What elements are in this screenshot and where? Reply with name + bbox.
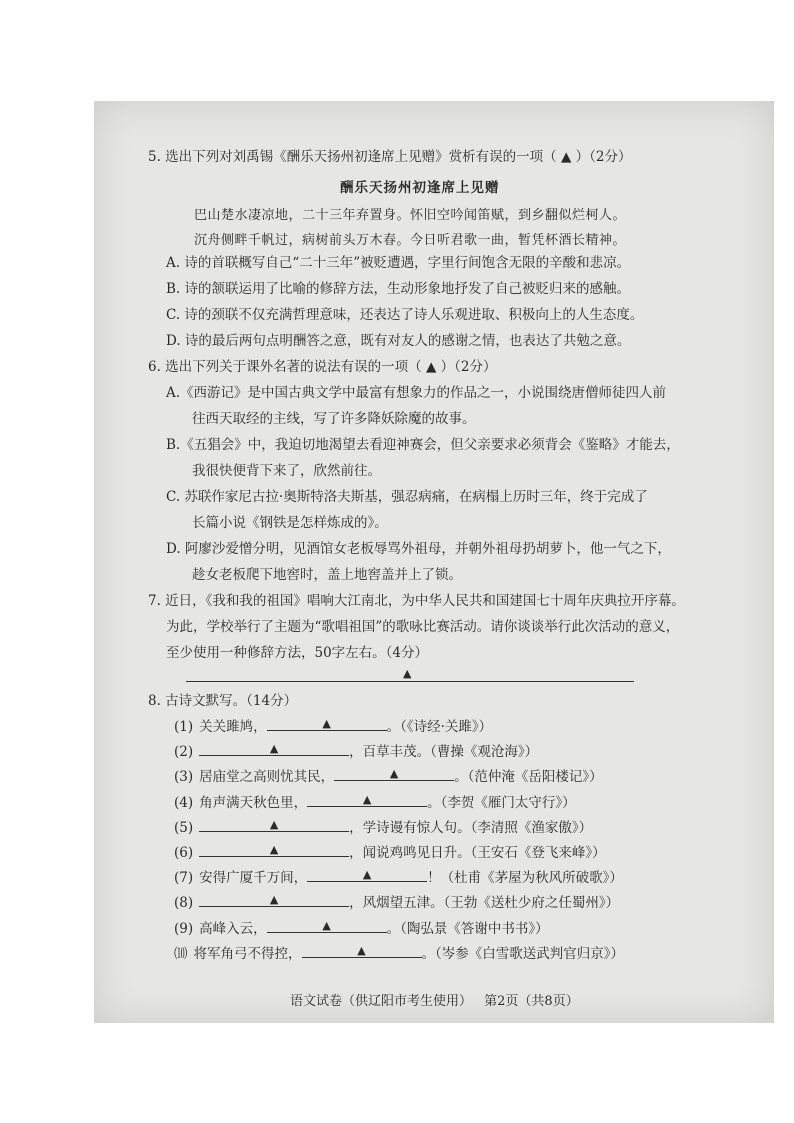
q8-item-number: ⑽ <box>174 945 188 962</box>
q7-line-2: 为此，学校举行了主题为“歌唱祖国”的歌咏比赛活动。请你谈谈举行此次活动的意义， <box>166 619 680 635</box>
q8-blank-marker: ▲ <box>362 792 372 806</box>
q8-item <box>174 894 619 912</box>
q8-item <box>174 844 606 862</box>
q5-option-d: D. 诗的最后两句点明酬答之意，既有对友人的感谢之情，也表达了共勉之意。 <box>166 333 631 349</box>
q6-option-c-line1: C. 苏联作家尼古拉·奥斯特洛夫斯基，强忍病痛，在病榻上历时三年，终于完成了 <box>166 489 648 505</box>
q8-item-prompt: 关关雎鸠， <box>199 719 267 735</box>
q8-item <box>174 920 549 938</box>
q8-item-source: 。（李贺《雁门太守行》） <box>427 794 576 811</box>
q6-option-a-line1: A.《西游记》是中国古典文学中最富有想象力的作品之一，小说围绕唐僧师徒四人前 <box>166 385 667 401</box>
q6-option-b-line1: B.《五猖会》中，我迫切地渴望去看迎神赛会，但父亲要求必须背会《鉴略》才能去， <box>166 437 680 453</box>
q6-stem: 6. 选出下列关于课外名著的说法有误的一项（ ▲ ）（2分） <box>148 359 497 375</box>
q8-answer-blank[interactable] <box>199 894 349 907</box>
q5-poem-line-1: 巴山楚水凄凉地，二十三年弃置身。怀旧空吟闻笛赋，到乡翻似烂柯人。 <box>194 208 627 223</box>
q8-item <box>174 768 603 786</box>
q8-item-source: 。（陶弘景《答谢中书书》） <box>386 920 549 937</box>
q8-item <box>174 869 623 887</box>
q8-item-source: ！（杜甫《茅屋为秋风所破歌》） <box>427 870 623 887</box>
q5-option-c: C. 诗的颈联不仅充满哲理意味，还表达了诗人乐观进取、积极向上的人生态度。 <box>166 307 644 323</box>
q7-line-3: 至少使用一种修辞方法，50字左右。（4分） <box>166 645 429 661</box>
q8-blank-marker: ▲ <box>269 742 279 756</box>
q8-answer-blank[interactable] <box>199 743 349 756</box>
q8-blank-marker: ▲ <box>362 868 372 882</box>
q8-item-source: ，百草丰茂。（曹操《观沧海》） <box>349 744 539 761</box>
q8-item <box>174 743 538 761</box>
q7-answer-marker: ▲ <box>403 667 412 680</box>
q6-option-d-line2: 趁女老板爬下地窖时，盖上地窖盖并上了锁。 <box>192 567 462 583</box>
q8-answer-blank[interactable] <box>334 768 454 781</box>
q5-option-a: A. 诗的首联概写自己“二十三年”被贬遭遇，字里行间饱含无限的辛酸和悲凉。 <box>166 255 631 271</box>
q8-answer-blank[interactable] <box>199 844 349 857</box>
q7-line-1: 7. 近日，《我和我的祖国》唱响大江南北，为中华人民共和国建国七十周年庆典拉开序幕。 <box>148 593 685 609</box>
q8-answer-blank[interactable] <box>267 920 387 933</box>
q8-item-number: (1) <box>174 719 194 735</box>
q8-blank-marker: ▲ <box>357 943 366 957</box>
q8-blank-marker: ▲ <box>269 843 279 856</box>
q8-item-source: 。（范仲淹《岳阳楼记》） <box>454 769 603 786</box>
q8-item <box>174 819 592 837</box>
q8-item-number: (7) <box>174 870 194 887</box>
q8-answer-blank[interactable] <box>199 819 349 832</box>
q8-stem: 8. 古诗文默写。（14分） <box>148 693 298 709</box>
q8-item-number: (2) <box>174 744 194 761</box>
q8-item-prompt: 安得广厦千万间， <box>199 870 308 887</box>
q8-item-prompt: 角声满天秋色里， <box>199 794 308 811</box>
footer-exam-name: 语文试卷（供辽阳市考生使用） <box>290 994 473 1009</box>
q6-option-c-line2: 长篇小说《钢铁是怎样炼成的》。 <box>192 515 388 531</box>
q5-option-b: B. 诗的颔联运用了比喻的修辞方法，生动形象地抒发了自己被贬归来的感触。 <box>166 281 631 297</box>
q5-poem-line-2: 沉舟侧畔千帆过，病树前头万木春。今日听君歌一曲，暂凭杯酒长精神。 <box>194 233 627 248</box>
q6-option-d-line1: D. 阿廖沙爱憎分明，见酒馆女老板辱骂外祖母，并朝外祖母扔胡萝卜，他一气之下， <box>166 541 671 557</box>
q8-blank-marker: ▲ <box>322 717 331 730</box>
q8-item-prompt: 将军角弓不得控， <box>193 945 302 962</box>
q8-blank-marker: ▲ <box>389 767 399 781</box>
q6-option-b-line2: 我很快便背下来了，欣然前往。 <box>192 463 381 479</box>
q8-answer-blank[interactable] <box>267 718 387 731</box>
q8-answer-blank[interactable] <box>307 794 427 807</box>
q8-item-source: 。（岑参《白雪歌送武判官归京》） <box>421 945 624 962</box>
q8-blank-marker: ▲ <box>322 918 331 932</box>
q5-stem: 5. 选出下列对刘禹锡《酬乐天扬州初逢席上见赠》赏析有误的一项（ ▲ ）（2分） <box>148 149 632 165</box>
q8-blank-marker: ▲ <box>269 893 279 907</box>
q8-item-source: ，风烟望五津。（王勃《送杜少府之任蜀州》） <box>349 895 620 912</box>
q8-item-source: ，学诗谩有惊人句。（李清照《渔家傲》） <box>349 819 593 836</box>
footer-page-number: 第2页（共8页） <box>484 994 579 1009</box>
q8-answer-blank[interactable] <box>307 869 427 882</box>
q7-answer-line[interactable] <box>186 680 634 682</box>
q8-item-source: 。（《诗经·关雎》） <box>386 719 493 735</box>
q8-blank-marker: ▲ <box>269 817 279 831</box>
q8-item-number: (8) <box>174 895 194 912</box>
q5-poem-title: 酬乐天扬州初逢席上见赠 <box>340 180 500 196</box>
q8-item <box>174 945 624 963</box>
q8-item-number: (3) <box>174 769 194 786</box>
q8-item-number: (9) <box>174 920 194 937</box>
q8-item <box>174 718 492 736</box>
q8-item-prompt: 居庙堂之高则忧其民， <box>199 769 335 786</box>
q8-item-number: (4) <box>174 794 194 811</box>
q6-option-a-line2: 往西天取经的主线，写了许多降妖除魔的故事。 <box>192 411 476 427</box>
page-footer <box>290 990 587 1009</box>
q8-answer-blank[interactable] <box>302 945 422 958</box>
q8-item-source: ，闻说鸡鸣见日升。（王安石《登飞来峰》） <box>349 845 606 861</box>
q8-item <box>174 794 576 812</box>
q8-item-prompt: 高峰入云， <box>199 920 267 937</box>
q8-item-number: (6) <box>174 845 194 861</box>
q8-item-number: (5) <box>174 819 194 836</box>
